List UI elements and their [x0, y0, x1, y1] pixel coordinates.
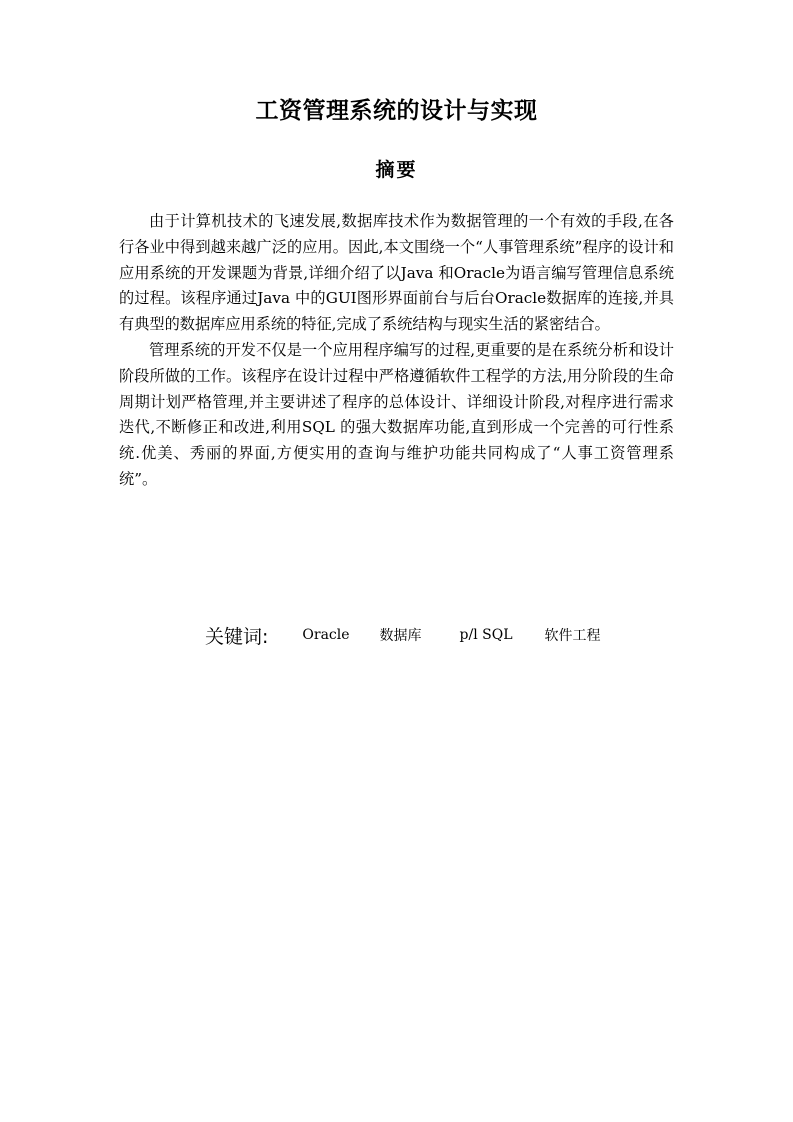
abstract-body [119, 209, 674, 493]
abstract-heading: 摘要 [375, 159, 418, 181]
keyword-oracle: Oracle [302, 627, 350, 643]
keyword-plsql: p/l SQL [459, 627, 513, 643]
keywords-label: 关键词: [205, 625, 269, 648]
keyword-database: 数据库 [379, 628, 422, 644]
paper-title: 工资管理系统的设计与实现 [255, 98, 538, 124]
abstract-paragraph-1: 由于计算机技术的飞速发展,数据库技术作为数据管理的一个有效的手段,在各行各业中得到越来越广泛的应用。因此,本文围绕一个“人事管理系统”程序的设计和应用系统的开发课题为背景,详细介绍了以Java 和Oracle为语言编写管理信息系统的过程。该程序通过Java 中的GUI图形界面前台与后台Oracle数据库的连接,并具有典型的数据库应用系统的特征,完成了系统结构与现实生活的紧密结合。 [119, 212, 674, 334]
abstract-paragraph-2: 管理系统的开发不仅是一个应用程序编写的过程,更重要的是在系统分析和设计阶段所做的工作。该程序在设计过程中严格遵循软件工程学的方法,用分阶段的生命周期计划严格管理,并主要讲述了程序的总体设计、详细设计阶段,对程序进行需求迭代,不断修正和改进,利用SQL 的强大数据库功能,直到形成一个完善的可行性系统.优美、秀丽的界面,方便实用的查询与维护功能共同构成了“人事工资管理系统”。 [119, 340, 674, 488]
keyword-software-engineering: 软件工程 [544, 628, 601, 644]
keywords-line [205, 620, 725, 650]
